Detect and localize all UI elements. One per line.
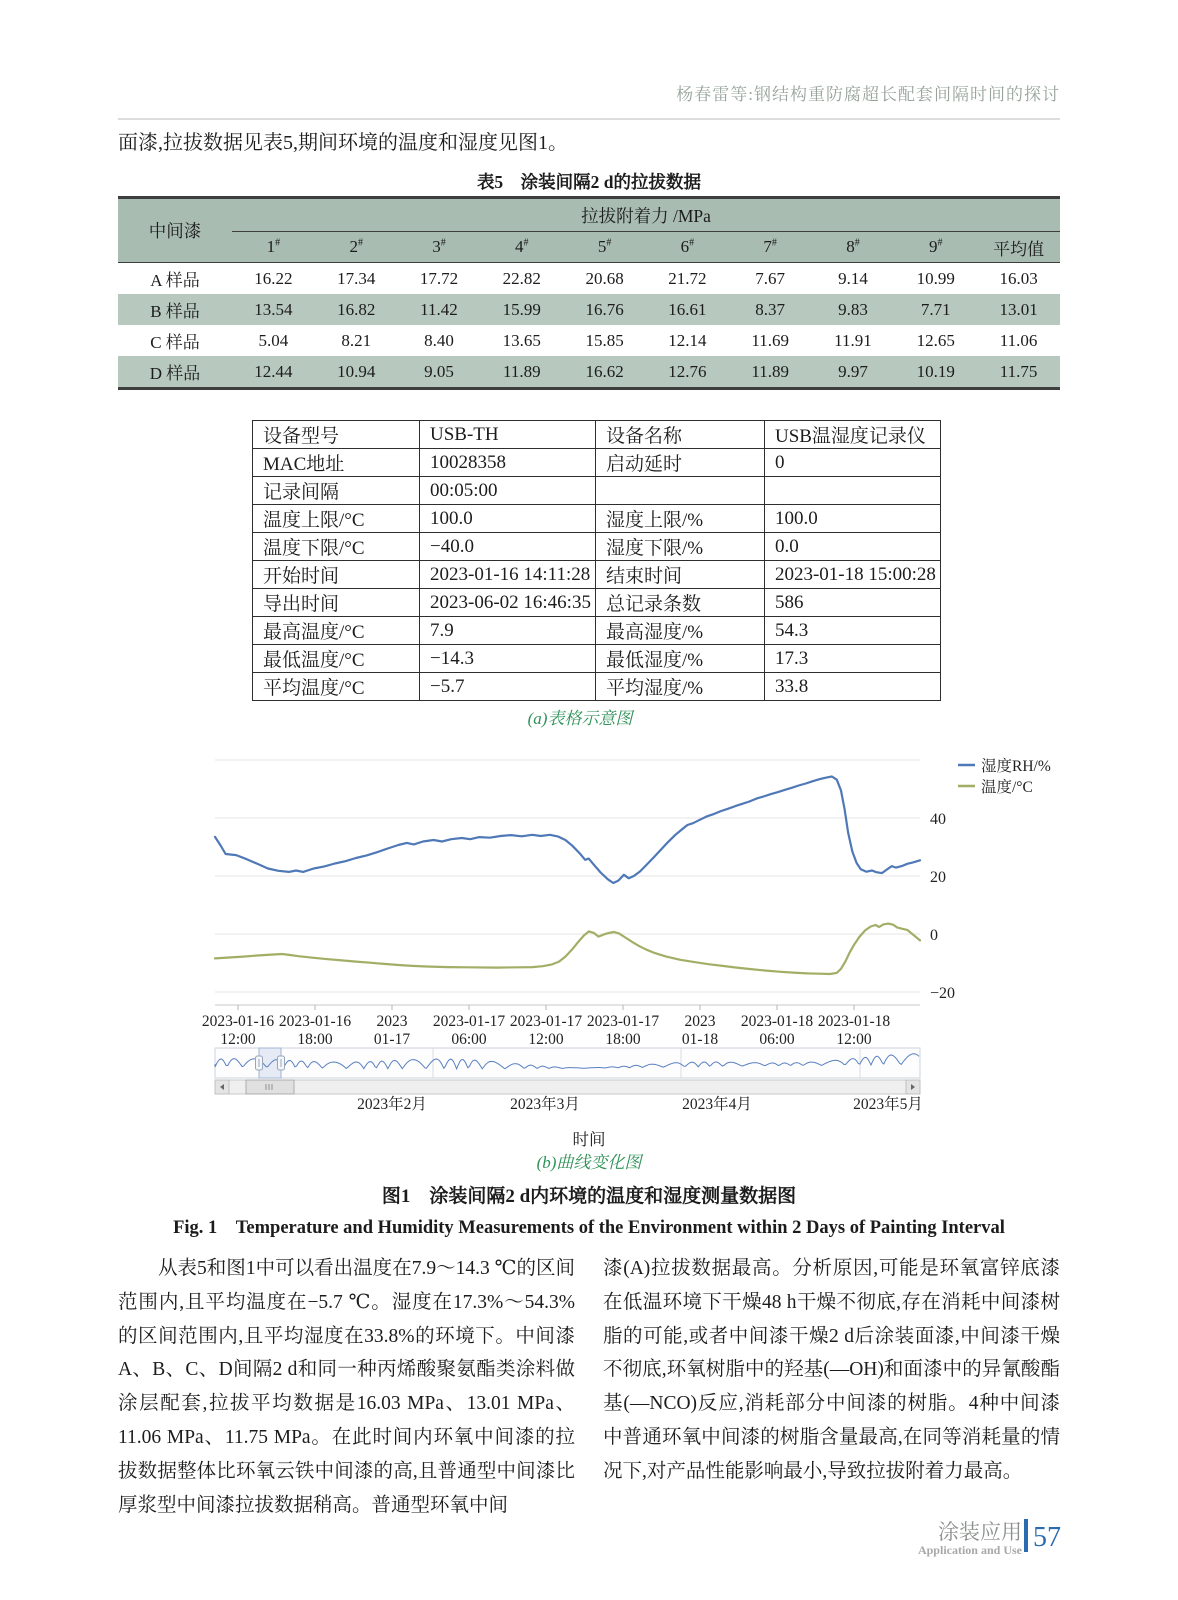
cell-value: 8.37	[755, 299, 786, 319]
device-value: 0	[764, 449, 940, 477]
device-label: 最低湿度/%	[595, 645, 764, 673]
pull-table-body	[118, 263, 1060, 389]
cell-value: 5.04	[258, 330, 289, 350]
device-label: 启动延时	[595, 449, 764, 477]
device-value: 2023-01-16 14:11:28	[420, 561, 596, 589]
cell-value: 11.06	[999, 330, 1038, 350]
cell-value: 9.83	[838, 299, 868, 319]
pull-table-subheader	[118, 232, 1060, 263]
subfigure-a-caption: (a)表格示意图	[527, 709, 633, 728]
x-axis-title: 时间	[572, 1130, 606, 1149]
legend-label: 湿度RH/%	[981, 758, 1051, 775]
hash-superscript: #	[854, 237, 860, 249]
journal-section-cn: 涂装应用	[938, 1520, 1022, 1544]
figure1-line-chart	[118, 745, 1060, 1117]
cell-value: 11.91	[834, 330, 872, 350]
device-table-body	[253, 421, 941, 701]
navigator-month-label: 2023年4月	[682, 1096, 752, 1113]
x-axis-label: 2023-01-18 06:00	[740, 1013, 814, 1048]
device-label: 平均湿度/%	[595, 673, 764, 701]
figure1-caption-cn: 图1 涂装间隔2 d内环境的温度和湿度测量数据图	[381, 1186, 797, 1207]
cell-value: 17.34	[337, 268, 376, 288]
cell-value: 11.42	[420, 299, 458, 319]
navigator-month-label: 2023年5月	[853, 1096, 923, 1113]
cell-value: 20.68	[585, 268, 624, 288]
cell-value: 21.72	[668, 268, 707, 288]
table-row	[253, 617, 941, 645]
cell-value: 9.14	[838, 268, 868, 288]
device-label: 湿度上限/%	[595, 505, 764, 533]
hash-superscript: #	[275, 237, 281, 249]
device-value: USB温湿度记录仪	[764, 421, 940, 449]
device-value: 2023-06-02 16:46:35	[420, 589, 596, 617]
scrollbar-track[interactable]	[215, 1080, 920, 1094]
cell-value: 7.67	[755, 268, 786, 288]
navigator-month-label: 2023年2月	[357, 1096, 427, 1113]
column-header	[563, 232, 646, 263]
column-header	[729, 232, 812, 263]
device-value: 586	[764, 589, 940, 617]
table-row	[118, 325, 1060, 356]
figure1-caption-en: Fig. 1 Temperature and Humidity Measurements of the Environment within 2 Days of Painting Interval	[173, 1218, 1005, 1238]
device-value: −40.0	[420, 533, 596, 561]
table-row	[253, 505, 941, 533]
column-header-label: 9	[929, 237, 938, 256]
pull-table-header	[118, 198, 1060, 263]
humidity-line	[215, 777, 920, 884]
cell-value: 17.72	[419, 268, 459, 288]
y-axis-label: 0	[930, 927, 938, 944]
column-header-label: 5	[597, 237, 607, 256]
cell-value: 13.54	[254, 299, 293, 319]
device-label: 设备型号	[253, 421, 420, 449]
y-axis-label: −20	[930, 985, 956, 1002]
hash-superscript: #	[606, 237, 612, 249]
y-axis-label: 20	[930, 869, 946, 886]
table-row	[253, 421, 941, 449]
device-value: 100.0	[764, 505, 940, 533]
cell-value: 16.61	[668, 299, 707, 319]
cell-value: 15.99	[502, 299, 541, 319]
device-label: 最低温度/°C	[253, 645, 420, 673]
hash-superscript: #	[523, 237, 529, 249]
column-header-label: 2	[349, 237, 358, 256]
hash-superscript: #	[771, 237, 777, 249]
cell-value: 13.01	[999, 299, 1038, 319]
navigator-month-label: 2023年3月	[510, 1096, 580, 1113]
device-value: 0.0	[764, 533, 940, 561]
column-header-label: 4	[515, 237, 524, 256]
cell-value: 10.19	[916, 361, 955, 381]
x-axis-label: 2023-01-17 06:00	[432, 1013, 506, 1048]
column-header-label: 平均值	[993, 239, 1045, 259]
chart-container	[118, 745, 1060, 1117]
cell-value: 8.21	[341, 330, 372, 350]
table-row	[118, 356, 1060, 389]
hash-superscript: #	[937, 237, 943, 249]
body-column-right: 漆(A)拉拔数据最高。分析原因,可能是环氧富锌底漆在低温环境下干燥48 h干燥不彻底,存在消耗中间漆树脂的可能,或者中间漆干燥2 d后涂装面漆,中间漆干燥不彻底,环氧树脂中的羟基(—OH)和面漆中的异氰酸酯基(—NCO)反应,消耗部分中间漆的树脂。4种中间漆中普通环氧中间漆的树脂含量最高,在同等消耗量的情况下,对产品性能影响最小,导致拉拔附着力最高。	[603, 1258, 1060, 1482]
device-label	[595, 477, 764, 505]
table-row	[253, 589, 941, 617]
table-row	[118, 263, 1060, 295]
cell-value: 11.89	[502, 361, 541, 381]
device-label: 平均温度/°C	[253, 673, 420, 701]
cell-value: 12.14	[668, 330, 707, 350]
device-label: 湿度下限/%	[595, 533, 764, 561]
pull-data-table	[118, 196, 1060, 390]
column-header	[480, 232, 563, 263]
table-row	[253, 673, 941, 701]
device-label: 最高湿度/%	[595, 617, 764, 645]
column-header-label: 6	[680, 237, 690, 256]
cell-value: 9.97	[838, 361, 868, 381]
device-info-table	[252, 420, 941, 701]
device-value: −14.3	[420, 645, 596, 673]
cell-value: 9.05	[424, 361, 454, 381]
device-label: 结束时间	[595, 561, 764, 589]
cell-value: 7.71	[920, 299, 951, 319]
device-label: 温度上限/°C	[253, 505, 420, 533]
cell-value: 16.76	[585, 299, 624, 319]
device-value: 2023-01-18 15:00:28	[764, 561, 940, 589]
header-divider	[118, 118, 1060, 120]
hash-superscript: #	[689, 237, 695, 249]
device-value	[764, 477, 940, 505]
column-header-label: 7	[763, 237, 772, 256]
table-row	[253, 449, 941, 477]
y-axis-label: 40	[930, 811, 946, 828]
row-label: B 样品	[150, 302, 200, 321]
row-header-cell: 中间漆	[118, 198, 232, 263]
cell-value: 16.03	[999, 268, 1038, 288]
device-label: MAC地址	[253, 449, 420, 477]
column-header	[232, 232, 315, 263]
body-column-left: 从表5和图1中可以看出温度在7.9～14.3 ℃的区间范围内,且平均温度在−5.7 ℃。湿度在17.3%～54.3%的区间范围内,且平均湿度在33.8%的环境下。中间漆A、B、C、D间隔2 d和同一种丙烯酸聚氨酯类涂料做涂层配套,拉拔平均数据是16.03 MPa、13.01 MPa、11.06 MPa、11.75 MPa。在此时间内环氧中间漆的拉拔数据整体比环氧云铁中间漆的高,且普通型中间漆比厚浆型中间漆拉拔数据稍高。普通型环氧中间	[118, 1258, 575, 1516]
device-value: 00:05:00	[420, 477, 596, 505]
x-axis-label: 2023-01-17 18:00	[586, 1013, 660, 1048]
x-axis-label: 2023 01-18	[681, 1013, 719, 1048]
column-header	[812, 232, 895, 263]
navigator-strip	[215, 1048, 920, 1078]
device-label: 开始时间	[253, 561, 420, 589]
cell-value: 16.82	[337, 299, 376, 319]
column-header-label: 1	[266, 237, 276, 256]
device-value: 54.3	[764, 617, 940, 645]
cell-value: 15.85	[585, 330, 624, 350]
device-value: 33.8	[764, 673, 940, 701]
running-title: 杨春雷等:钢结构重防腐超长配套间隔时间的探讨	[676, 85, 1060, 104]
column-header	[646, 232, 729, 263]
device-label: 设备名称	[595, 421, 764, 449]
row-label: A 样品	[150, 271, 200, 290]
column-header	[315, 232, 398, 263]
cell-value: 10.94	[337, 361, 376, 381]
table-row	[253, 561, 941, 589]
device-value: 10028358	[420, 449, 596, 477]
cell-value: 8.40	[424, 330, 454, 350]
table-row	[253, 477, 941, 505]
x-axis-label: 2023-01-17 12:00	[509, 1013, 583, 1048]
cell-value: 16.22	[254, 268, 293, 288]
cell-value: 11.69	[751, 330, 789, 350]
column-header	[894, 232, 977, 263]
cell-value: 12.65	[916, 330, 955, 350]
journal-section-en: Application and Use	[917, 1543, 1022, 1557]
table-row	[118, 294, 1060, 325]
x-axis-label: 2023-01-16 12:00	[201, 1013, 275, 1048]
device-label: 总记录条数	[595, 589, 764, 617]
table-row	[253, 533, 941, 561]
span-header-cell: 拉拔附着力 /MPa	[232, 198, 1060, 232]
table5-title: 表5 涂装间隔2 d的拉拔数据	[476, 172, 702, 192]
column-header-label: 3	[432, 237, 441, 256]
row-label: C 样品	[150, 333, 200, 352]
subfigure-b-caption: (b)曲线变化图	[536, 1153, 642, 1172]
device-value: −5.7	[420, 673, 596, 701]
device-label: 温度下限/°C	[253, 533, 420, 561]
device-label: 最高温度/°C	[253, 617, 420, 645]
cell-value: 22.82	[502, 268, 541, 288]
column-header	[977, 232, 1060, 263]
cell-value: 12.76	[668, 361, 707, 381]
temperature-line	[215, 924, 920, 974]
hash-superscript: #	[357, 237, 363, 249]
intro-paragraph: 面漆,拉拔数据见表5,期间环境的温度和湿度见图1。	[118, 132, 568, 154]
device-value: USB-TH	[420, 421, 596, 449]
device-value: 7.9	[420, 617, 596, 645]
device-label: 导出时间	[253, 589, 420, 617]
cell-value: 16.62	[585, 361, 624, 381]
column-header-label: 8	[846, 237, 855, 256]
hash-superscript: #	[440, 237, 446, 249]
cell-value: 11.89	[751, 361, 789, 381]
x-axis-label: 2023-01-16 18:00	[278, 1013, 352, 1048]
cell-value: 13.65	[502, 330, 541, 350]
device-value: 17.3	[764, 645, 940, 673]
legend-label: 温度/°C	[981, 779, 1033, 796]
x-axis-label: 2023-01-18 12:00	[817, 1013, 891, 1048]
cell-value: 11.75	[999, 361, 1038, 381]
row-label: D 样品	[149, 364, 201, 383]
cell-value: 10.99	[916, 268, 955, 288]
x-axis-label: 2023 01-17	[373, 1013, 411, 1048]
table-row	[253, 645, 941, 673]
footer-accent-bar	[1024, 1519, 1028, 1552]
cell-value: 12.44	[254, 361, 293, 381]
device-label: 记录间隔	[253, 477, 420, 505]
device-value: 100.0	[420, 505, 596, 533]
scrollbar-thumb[interactable]	[246, 1080, 294, 1094]
page-number: 57	[1033, 1522, 1061, 1553]
column-header	[398, 232, 481, 263]
